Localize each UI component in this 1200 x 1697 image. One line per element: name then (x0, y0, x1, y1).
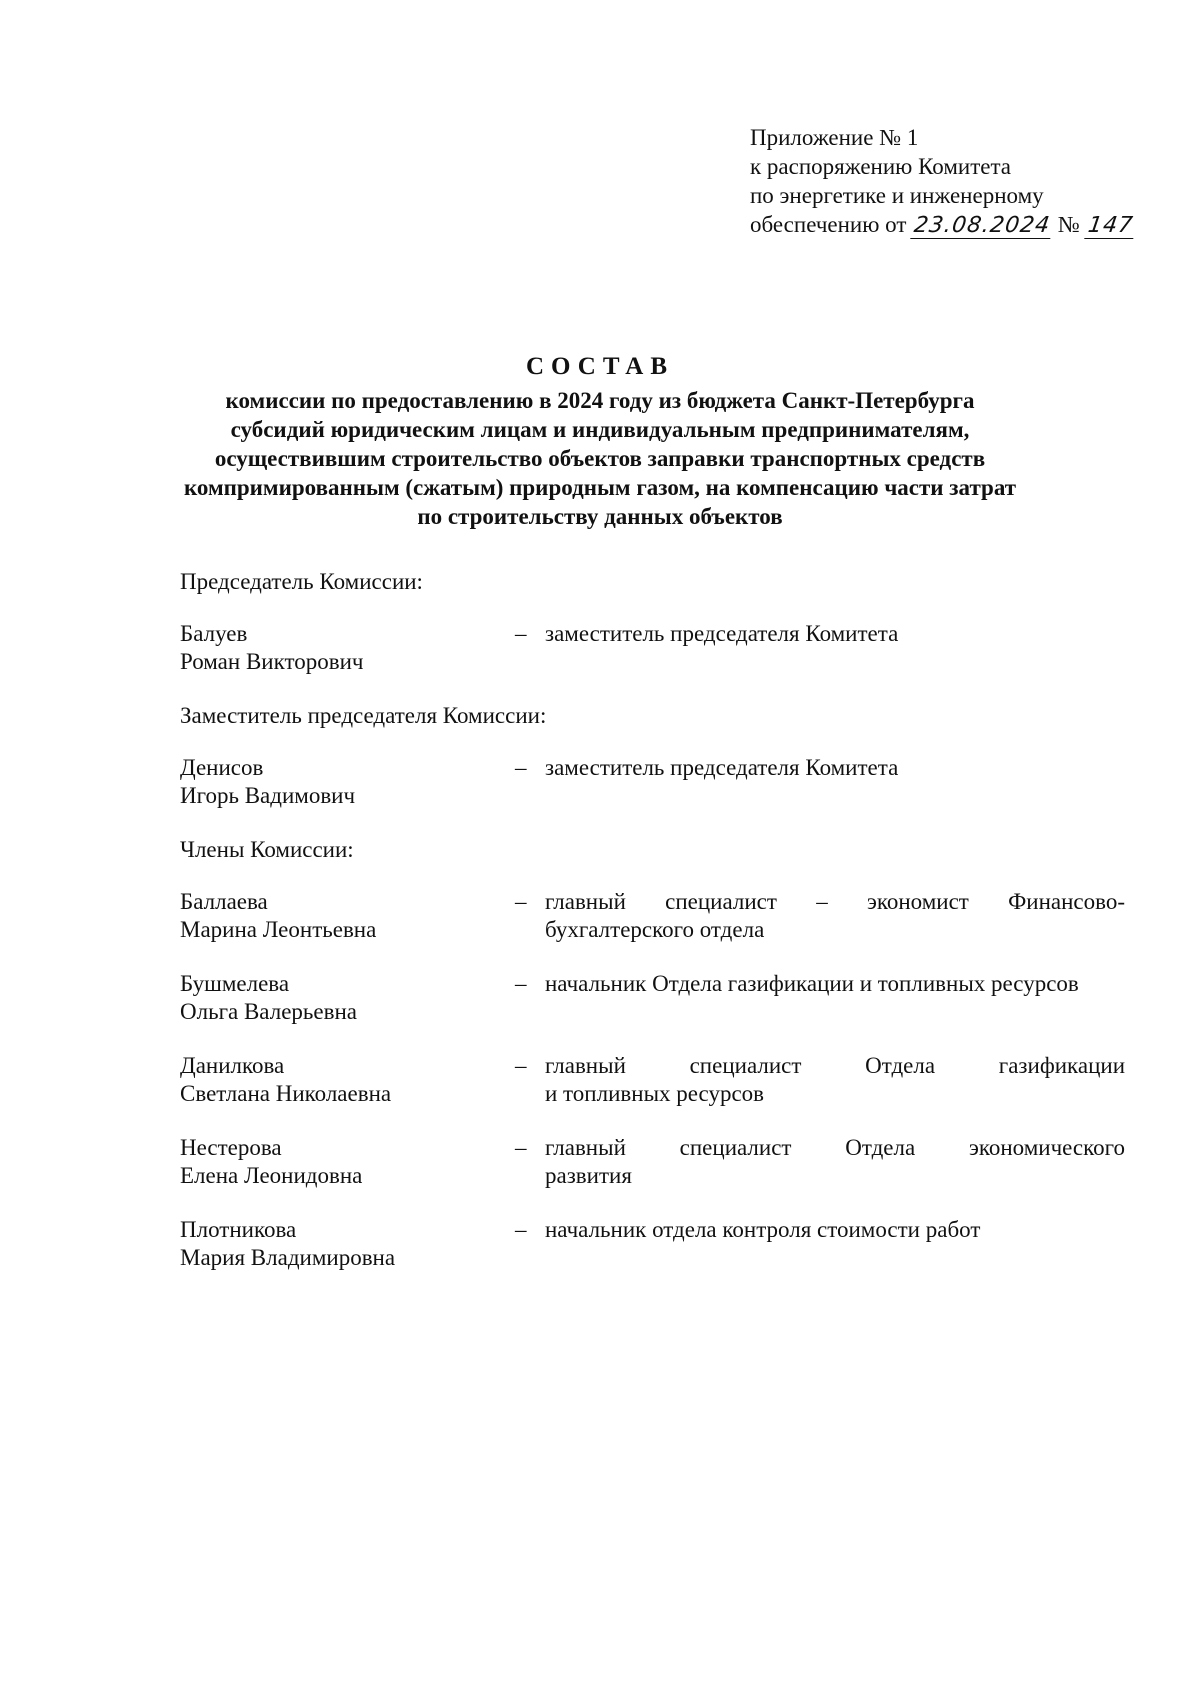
member-given-name: Игорь Вадимович (180, 783, 356, 808)
member-role-line: главный специалист – экономист Финансово- (545, 889, 1125, 914)
member-row (180, 888, 1125, 944)
member-dash: – (515, 755, 527, 780)
member-name (180, 888, 515, 944)
member-role-line: бухгалтерского отдела (545, 917, 765, 942)
subtitle-line: осуществившим строительство объектов заправки транспортных средств (214, 446, 986, 471)
member-role-line: развития (545, 1163, 632, 1188)
member-surname: Балуев (180, 621, 248, 646)
subtitle-line: компримированным (сжатым) природным газом, на компенсацию части затрат (183, 475, 1017, 500)
document-subtitle (150, 386, 1050, 531)
member-role-line: главный специалист Отдела экономического (545, 1135, 1125, 1160)
member-name (180, 1052, 515, 1108)
appendix-line-3: по энергетике и инженерному (750, 183, 1044, 208)
member-row (180, 970, 1125, 1026)
member-surname: Баллаева (180, 889, 268, 914)
commission-members (180, 568, 1125, 1272)
member-surname: Данилкова (180, 1053, 285, 1078)
number-sign: № (1057, 212, 1080, 237)
subtitle-line: по строительству данных объектов (417, 504, 783, 529)
member-surname: Плотникова (180, 1217, 297, 1242)
member-name (180, 620, 515, 676)
member-role (545, 1134, 1125, 1190)
member-role-line: начальник отдела контроля стоимости работ (545, 1217, 981, 1242)
member-given-name: Ольга Валерьевна (180, 999, 357, 1024)
member-dash: – (515, 889, 527, 914)
member-role (545, 754, 1125, 782)
appendix-header (750, 123, 1135, 239)
subtitle-line: комиссии по предоставлению в 2024 году из бюджета Санкт-Петербурга (225, 388, 975, 413)
member-row (180, 1052, 1125, 1108)
member-name (180, 1216, 515, 1272)
member-given-name: Елена Леонидовна (180, 1163, 363, 1188)
member-row (180, 754, 1125, 810)
appendix-line-1: Приложение № 1 (750, 125, 919, 150)
member-surname: Бушмелева (180, 971, 290, 996)
member-name (180, 754, 515, 810)
handwritten-date: 23.08.2024 (910, 214, 1053, 239)
appendix-line-2: к распоряжению Комитета (750, 154, 1011, 179)
subtitle-line: субсидий юридическим лицам и индивидуальным предпринимателям, (230, 417, 970, 442)
member-row (180, 1134, 1125, 1190)
member-given-name: Светлана Николаевна (180, 1081, 392, 1106)
member-role (545, 970, 1125, 998)
member-given-name: Марина Леонтьевна (180, 917, 377, 942)
section-heading-members: Члены Комиссии: (180, 837, 354, 862)
member-role-line: начальник Отдела газификации и топливных ресурсов (545, 971, 1079, 996)
member-dash: – (515, 1217, 527, 1242)
member-dash: – (515, 1053, 527, 1078)
handwritten-number: 147 (1084, 214, 1137, 239)
member-role (545, 1052, 1125, 1108)
member-given-name: Роман Викторович (180, 649, 364, 674)
section-heading-deputy: Заместитель председателя Комиссии: (180, 703, 547, 728)
member-role-line: и топливных ресурсов (545, 1081, 765, 1106)
appendix-line-4 (750, 210, 1135, 239)
member-role (545, 888, 1125, 944)
section-heading-chairman: Председатель Комиссии: (180, 569, 423, 594)
appendix-line-4-prefix: обеспечению от (750, 212, 907, 237)
member-role (545, 620, 1125, 648)
member-given-name: Мария Владимировна (180, 1245, 396, 1270)
member-surname: Нестерова (180, 1135, 282, 1160)
member-role-line: главный специалист Отдела газификации (545, 1053, 1125, 1078)
member-row (180, 620, 1125, 676)
member-role (545, 1216, 1125, 1244)
member-surname: Денисов (180, 755, 264, 780)
title-block (150, 350, 1050, 531)
member-role-line: заместитель председателя Комитета (545, 755, 899, 780)
member-name (180, 1134, 515, 1190)
member-dash: – (515, 971, 527, 996)
member-row (180, 1216, 1125, 1272)
document-title: СОСТАВ (525, 353, 675, 380)
member-role-line: заместитель председателя Комитета (545, 621, 899, 646)
member-dash: – (515, 621, 527, 646)
member-dash: – (515, 1135, 527, 1160)
member-name (180, 970, 515, 1026)
